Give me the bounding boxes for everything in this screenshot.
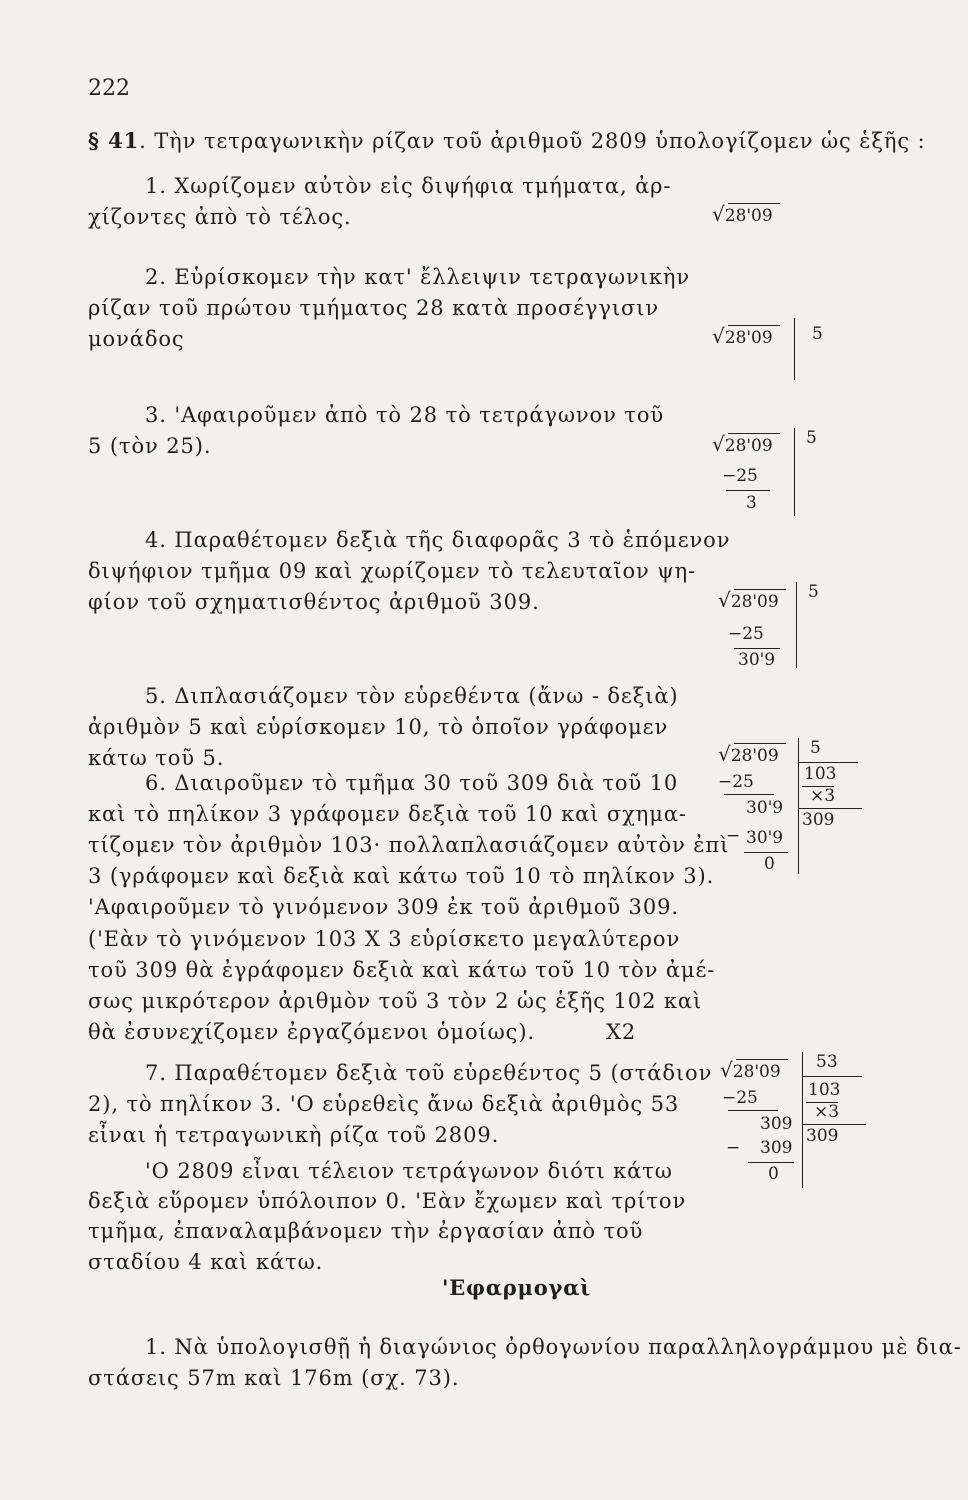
calc1 bbox=[712, 202, 773, 226]
remainder: 30'9 bbox=[746, 798, 784, 818]
radical-bar bbox=[736, 1059, 788, 1060]
step6-line1: 6. Διαιροῦμεν τὸ τμῆμα 30 τοῦ 309 διὰ τοῦ 10 bbox=[145, 771, 679, 795]
minus-sign: − bbox=[726, 1138, 741, 1158]
radical-sign: √ bbox=[718, 588, 731, 612]
subtracted-product: 30'9 bbox=[746, 828, 784, 848]
step6-line7: τοῦ 309 θὰ ἐγράφομεν δεξιὰ καὶ κάτω τοῦ 10 τὸν ἀμέ- bbox=[88, 958, 716, 982]
product: 309 bbox=[806, 1126, 839, 1146]
remainder: 309 bbox=[760, 1114, 793, 1134]
radicand: 28'09 bbox=[730, 746, 779, 766]
radical-bar bbox=[728, 325, 780, 326]
calc5 bbox=[718, 742, 779, 766]
final-remainder: 0 bbox=[768, 1164, 779, 1184]
root-divider bbox=[794, 428, 795, 516]
exercise-line2: στάσεις 57m καὶ 176m (σχ. 73). bbox=[88, 1366, 460, 1390]
subtrahend: −25 bbox=[722, 466, 758, 486]
root-digit: 5 bbox=[806, 428, 817, 448]
step2-line1: 2. Εὑρίσκομεν τὴν κατ' ἔλλειψιν τετραγωνικὴν bbox=[145, 265, 691, 289]
section-intro-text: . Τὴν τετραγωνικὴν ρίζαν τοῦ ἀριθμοῦ 2809 ὑπολογίζομεν ὡς ἑξῆς : bbox=[139, 129, 926, 153]
divisor: 103 bbox=[808, 1080, 841, 1100]
step6-line3: τίζομεν τὸν ἀριθμὸν 103· πολλαπλασιάζομεν αὐτὸν ἐπὶ bbox=[88, 833, 730, 857]
subtraction-line bbox=[728, 1110, 778, 1111]
subtraction-line bbox=[748, 1162, 794, 1163]
step4-line2: διψήφιον τμῆμα 09 καὶ χωρίζομεν τὸ τελευταῖον ψη- bbox=[88, 559, 697, 583]
root-number: 53 bbox=[816, 1052, 838, 1072]
page-number: 222 bbox=[88, 76, 130, 101]
subtrahend: −25 bbox=[718, 772, 754, 792]
radicand: 28'09 bbox=[732, 1062, 781, 1082]
remainder: 3 bbox=[746, 493, 757, 513]
step3-line1: 3. 'Αφαιροῦμεν ἀπὸ τὸ 28 τὸ τετράγωνον τοῦ bbox=[145, 403, 665, 427]
root-underline bbox=[798, 762, 858, 763]
calc3 bbox=[712, 432, 773, 456]
step8-line3: τμῆμα, ἐπαναλαμβάνομεν τὴν ἐργασίαν ἀπὸ τοῦ bbox=[88, 1219, 644, 1243]
radical-bar bbox=[728, 203, 780, 204]
radical-bar bbox=[734, 743, 786, 744]
exercise-line1: 1. Νὰ ὑπολογισθῇ ἡ διαγώνιος ὀρθογωνίου παραλληλογράμμου μὲ δια- bbox=[145, 1335, 962, 1359]
radicand: 28'09 bbox=[730, 592, 779, 612]
calc2 bbox=[712, 324, 773, 348]
root-underline bbox=[802, 1076, 862, 1077]
step4-line1: 4. Παραθέτομεν δεξιὰ τῆς διαφορᾶς 3 τὸ ἑπόμενον bbox=[145, 528, 731, 552]
step6-line9: θὰ ἐσυνεχίζομεν ἐργαζόμενοι ὁμοίως). bbox=[88, 1020, 536, 1044]
section-intro bbox=[88, 128, 926, 153]
step6-line6: ('Εὰν τὸ γινόμενον 103 Χ 3 εὑρίσκετο μεγαλύτερον bbox=[88, 927, 681, 951]
root-divider bbox=[802, 1052, 803, 1188]
radical-sign: √ bbox=[712, 324, 725, 348]
step6-line5: 'Αφαιροῦμεν τὸ γινόμενον 309 ἐκ τοῦ ἀριθμοῦ 309. bbox=[88, 895, 679, 919]
final-remainder: 0 bbox=[764, 854, 775, 874]
radical-bar bbox=[728, 433, 780, 434]
root-divider bbox=[798, 738, 799, 874]
step8-line1: 'Ο 2809 εἶναι τέλειον τετράγωνον διότι κάτω bbox=[145, 1159, 673, 1183]
calc4 bbox=[718, 588, 779, 612]
radicand: 28'09 bbox=[724, 206, 773, 226]
root-digit: 5 bbox=[812, 324, 823, 344]
root-divider bbox=[794, 318, 795, 380]
step6-line8: σως μικρότερον ἀριθμὸν τοῦ 3 τὸν 2 ὡς ἑξῆς 102 καὶ bbox=[88, 989, 703, 1013]
step1-line1: 1. Χωρίζομεν αὐτὸν εἰς διψήφια τμήματα, ἀρ- bbox=[145, 174, 672, 198]
radical-sign: √ bbox=[718, 742, 731, 766]
step8-line2: δεξιὰ εὕρομεν ὑπόλοιπον 0. 'Εὰν ἔχωμεν καὶ τρίτον bbox=[88, 1189, 687, 1213]
radical-sign: √ bbox=[720, 1058, 733, 1082]
step6-line4: 3 (γράφομεν καὶ δεξιὰ καὶ κάτω τοῦ 10 τὸ πηλίκον 3). bbox=[88, 864, 715, 888]
subtraction-line bbox=[744, 852, 788, 853]
multiplier: ×3 bbox=[814, 1102, 840, 1122]
remainder: 30'9 bbox=[738, 650, 776, 670]
subtrahend: −25 bbox=[722, 1088, 758, 1108]
step5-line3: κάτω τοῦ 5. bbox=[88, 746, 225, 770]
subtrahend: −25 bbox=[728, 624, 764, 644]
subtraction-line bbox=[734, 648, 780, 649]
step6-x2: Χ2 bbox=[606, 1020, 637, 1044]
minus-sign: − bbox=[726, 826, 741, 846]
step5-line1: 5. Διπλασιάζομεν τὸν εὑρεθέντα (ἄνω - δεξιὰ) bbox=[145, 684, 679, 708]
calc7 bbox=[720, 1058, 781, 1082]
step2-line3: μονάδος bbox=[88, 327, 185, 351]
section-number: § 41 bbox=[88, 128, 140, 153]
divisor: 103 bbox=[804, 764, 837, 784]
step4-line3: φίον τοῦ σχηματισθέντος ἀριθμοῦ 309. bbox=[88, 590, 540, 614]
radical-bar bbox=[734, 589, 786, 590]
radicand: 28'09 bbox=[724, 328, 773, 348]
product-line bbox=[798, 808, 862, 809]
radicand: 28'09 bbox=[724, 436, 773, 456]
step7-line1: 7. Παραθέτομεν δεξιὰ τοῦ εὑρεθέντος 5 (στάδιον bbox=[145, 1061, 713, 1085]
step1-line2: χίζοντες ἀπὸ τὸ τέλος. bbox=[88, 205, 352, 229]
product-line bbox=[802, 1124, 866, 1125]
step7-line2: 2), τὸ πηλίκον 3. 'Ο εὑρεθεὶς ἄνω δεξιὰ ἀριθμὸς 53 bbox=[88, 1092, 680, 1116]
radical-sign: √ bbox=[712, 202, 725, 226]
root-digit: 5 bbox=[808, 582, 819, 602]
radical-sign: √ bbox=[712, 432, 725, 456]
applications-heading: 'Εφαρμογαὶ bbox=[442, 1275, 592, 1300]
step6-line2: καὶ τὸ πηλίκον 3 γράφομεν δεξιὰ τοῦ 10 καὶ σχημα- bbox=[88, 802, 687, 826]
subtracted-product: 309 bbox=[760, 1138, 793, 1158]
subtraction-line bbox=[724, 794, 774, 795]
root-digit: 5 bbox=[810, 738, 821, 758]
step3-line2: 5 (τὸν 25). bbox=[88, 434, 212, 458]
root-divider bbox=[796, 582, 797, 668]
multiplier: ×3 bbox=[810, 786, 836, 806]
step5-line2: ἀριθμὸν 5 καὶ εὑρίσκομεν 10, τὸ ὁποῖον γράφομεν bbox=[88, 715, 669, 739]
subtraction-line bbox=[726, 490, 770, 491]
product: 309 bbox=[802, 810, 835, 830]
step7-line3: εἶναι ἡ τετραγωνικὴ ρίζα τοῦ 2809. bbox=[88, 1123, 500, 1147]
step2-line2: ρίζαν τοῦ πρώτου τμήματος 28 κατὰ προσέγγισιν bbox=[88, 296, 659, 320]
step8-line4: σταδίου 4 καὶ κάτω. bbox=[88, 1250, 324, 1274]
